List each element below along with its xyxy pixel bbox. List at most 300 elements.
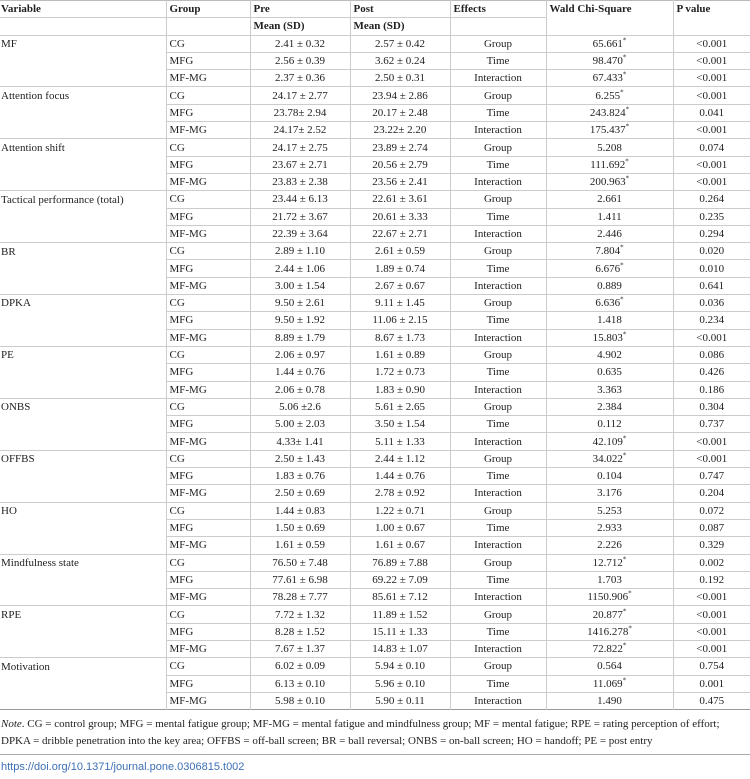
p-value-cell-text: 0.020 [699, 245, 725, 258]
p-value-cell-text: <0.001 [696, 591, 728, 604]
p-value-cell [673, 122, 750, 139]
table-row [0, 381, 750, 398]
wald-cell [546, 208, 673, 225]
p-value-cell-text: 0.074 [699, 141, 725, 154]
post-cell [350, 122, 450, 139]
variable-cell [0, 104, 166, 121]
post-cell-text: 22.67 ± 2.71 [372, 228, 428, 240]
post-cell [350, 589, 450, 606]
variable-cell-text: Attention focus [1, 89, 70, 102]
post-cell-text: 2.61 ± 0.59 [374, 245, 426, 258]
variable-cell [0, 571, 166, 588]
p-value-cell [673, 502, 750, 519]
pre-cell-text: 2.56 ± 0.39 [274, 55, 326, 68]
p-value-cell-text: <0.001 [696, 643, 728, 656]
pre-cell-text: 24.17 ± 2.75 [272, 141, 328, 154]
post-cell-text: 2.44 ± 1.12 [374, 452, 426, 465]
post-cell [350, 35, 450, 52]
significance-mark: * [622, 36, 627, 45]
p-value-cell-text: 0.002 [699, 556, 725, 569]
effect-cell-text: Time [486, 366, 510, 379]
group-cell-text: MFG [169, 158, 194, 171]
group-cell-text: MF-MG [169, 72, 207, 85]
p-value-cell [673, 35, 750, 52]
post-cell [350, 675, 450, 692]
doi-link[interactable]: https://doi.org/10.1371/journal.pone.0306815.t002 [1, 761, 245, 774]
variable-cell [0, 589, 166, 606]
p-value-cell-text: 0.001 [699, 677, 725, 690]
post-cell [350, 416, 450, 433]
group-cell-text: MF-MG [169, 487, 207, 500]
group-cell-text: CG [169, 297, 185, 310]
post-cell [350, 70, 450, 87]
effect-cell-text: Interaction [474, 383, 522, 396]
group-cell-text: MFG [169, 366, 194, 379]
effect-cell [450, 485, 546, 502]
wald-cell-text: 4.902 [597, 349, 622, 362]
wald-cell-text: 1.490 [597, 695, 622, 708]
group-cell [166, 589, 250, 606]
pre-cell-text: 2.06 ± 0.78 [274, 383, 326, 396]
significance-mark: * [622, 53, 627, 62]
p-value-cell-text: <0.001 [696, 435, 728, 448]
group-cell-text: MF-MG [169, 176, 207, 189]
wald-cell [546, 416, 673, 433]
wald-cell [546, 658, 673, 675]
post-cell-text: 1.00 ± 0.67 [374, 522, 426, 535]
variable-cell [0, 277, 166, 294]
pre-cell-text: 24.17± 2.52 [273, 124, 327, 137]
wald-cell-text: 1150.906 [587, 591, 629, 604]
p-value-cell [673, 468, 750, 485]
table-row [0, 554, 750, 571]
group-cell [166, 104, 250, 121]
pre-cell-text: 23.44 ± 6.13 [272, 193, 328, 206]
p-value-cell [673, 381, 750, 398]
wald-cell-text: 12.712 [592, 556, 623, 569]
post-cell [350, 433, 450, 450]
group-cell [166, 52, 250, 69]
p-value-cell [673, 398, 750, 415]
pre-cell [250, 416, 350, 433]
wald-cell-text: 111.692 [590, 158, 626, 171]
variable-cell-text: Motivation [1, 660, 50, 673]
p-value-cell [673, 640, 750, 657]
p-value-cell [673, 692, 750, 709]
group-cell [166, 156, 250, 173]
table-row [0, 277, 750, 294]
wald-cell-text: 67.433 [592, 72, 623, 85]
group-cell [166, 312, 250, 329]
post-cell [350, 502, 450, 519]
effect-cell-text: Interaction [474, 695, 522, 708]
variable-cell [0, 675, 166, 692]
p-value-cell-text: 0.426 [699, 366, 725, 379]
group-cell-text: MF-MG [169, 591, 207, 604]
wald-cell [546, 502, 673, 519]
group-cell [166, 381, 250, 398]
table-row [0, 329, 750, 346]
group-cell [166, 364, 250, 381]
group-cell-text: MF-MG [169, 228, 207, 240]
p-value-cell [673, 104, 750, 121]
wald-cell [546, 295, 673, 312]
wald-cell [546, 450, 673, 467]
pre-cell [250, 52, 350, 69]
p-value-cell-text: <0.001 [696, 124, 728, 137]
p-value-cell [673, 329, 750, 346]
variable-cell [0, 398, 166, 415]
p-value-cell [673, 675, 750, 692]
variable-cell [0, 416, 166, 433]
pre-cell [250, 485, 350, 502]
variable-cell [0, 623, 166, 640]
wald-cell-text: 5.253 [597, 504, 622, 517]
post-cell-text: 9.11 ± 1.45 [375, 297, 425, 310]
effect-cell-text: Group [483, 297, 513, 310]
pre-cell [250, 398, 350, 415]
group-cell [166, 277, 250, 294]
effect-cell [450, 623, 546, 640]
p-value-cell [673, 571, 750, 588]
significance-mark: * [620, 243, 624, 252]
table-row [0, 640, 750, 657]
pre-cell-text: 78.28 ± 7.77 [272, 591, 328, 604]
effect-cell [450, 208, 546, 225]
group-cell-text: CG [169, 400, 185, 413]
p-value-cell-text: 0.010 [699, 262, 725, 275]
effect-cell-text: Group [483, 245, 513, 258]
group-cell-text: MFG [169, 262, 194, 275]
wald-cell [546, 35, 673, 52]
post-cell [350, 191, 450, 208]
group-cell [166, 571, 250, 588]
group-cell [166, 658, 250, 675]
effect-cell-text: Interaction [474, 124, 522, 137]
variable-cell [0, 35, 166, 52]
variable-cell [0, 208, 166, 225]
table-row [0, 537, 750, 554]
pre-cell-text: 3.00 ± 1.54 [274, 279, 326, 292]
pre-cell-text: 1.50 ± 0.69 [274, 522, 326, 535]
variable-cell-text: Tactical performance (total) [1, 193, 124, 206]
post-cell [350, 398, 450, 415]
pre-cell [250, 122, 350, 139]
table-row [0, 70, 750, 87]
wald-cell-text: 6.636 [595, 297, 621, 310]
wald-cell [546, 554, 673, 571]
p-value-cell [673, 260, 750, 277]
post-cell [350, 381, 450, 398]
group-cell [166, 173, 250, 190]
effect-cell [450, 433, 546, 450]
group-cell-text: MF-MG [169, 695, 207, 708]
pre-cell-text: 4.33± 1.41 [276, 435, 324, 448]
group-cell-text: MF-MG [169, 124, 207, 137]
p-value-cell [673, 277, 750, 294]
group-cell-text: MFG [169, 418, 194, 431]
wald-cell-text: 5.208 [597, 141, 622, 154]
p-value-cell-text: <0.001 [696, 158, 728, 171]
pre-cell [250, 571, 350, 588]
table-row [0, 312, 750, 329]
wald-cell [546, 312, 673, 329]
pre-cell-text: 2.06 ± 0.97 [274, 349, 326, 362]
variable-cell [0, 537, 166, 554]
variable-cell [0, 122, 166, 139]
p-value-cell [673, 295, 750, 312]
table-row [0, 104, 750, 121]
pre-cell [250, 606, 350, 623]
wald-cell [546, 675, 673, 692]
post-cell [350, 606, 450, 623]
post-cell-text: 1.22 ± 0.71 [374, 504, 426, 517]
header-row [0, 1, 750, 18]
pre-cell [250, 104, 350, 121]
group-cell [166, 122, 250, 139]
table-row [0, 692, 750, 709]
p-value-cell [673, 416, 750, 433]
wald-cell [546, 139, 673, 156]
table-row [0, 623, 750, 640]
wald-cell-text: 2.446 [597, 228, 622, 240]
post-cell [350, 295, 450, 312]
wald-cell [546, 191, 673, 208]
table-row [0, 450, 750, 467]
pre-cell-text: 22.39 ± 3.64 [272, 228, 328, 240]
table-row [0, 571, 750, 588]
p-value-cell [673, 156, 750, 173]
p-value-cell [673, 606, 750, 623]
table-row [0, 658, 750, 675]
post-cell-text: 3.50 ± 1.54 [374, 418, 426, 431]
effect-cell-text: Time [486, 573, 510, 586]
effect-cell [450, 260, 546, 277]
post-cell-text: 1.89 ± 0.74 [374, 262, 426, 275]
p-value-cell-text: 0.329 [699, 539, 725, 552]
effect-cell-text: Group [483, 400, 513, 413]
post-cell [350, 658, 450, 675]
pre-cell-text: 21.72 ± 3.67 [272, 210, 328, 223]
significance-mark: * [622, 70, 627, 79]
pre-cell-text: 7.72 ± 1.32 [274, 608, 326, 621]
table-row [0, 52, 750, 69]
significance-mark: * [625, 174, 630, 183]
table-row [0, 173, 750, 190]
group-cell-text: MFG [169, 573, 194, 586]
group-cell-text: MF-MG [169, 331, 207, 344]
variable-cell [0, 468, 166, 485]
variable-cell [0, 606, 166, 623]
pre-cell [250, 450, 350, 467]
p-value-cell-text: 0.264 [699, 193, 725, 206]
wald-cell [546, 485, 673, 502]
group-cell [166, 502, 250, 519]
post-cell [350, 277, 450, 294]
wald-cell [546, 87, 673, 104]
group-cell-text: CG [169, 141, 185, 154]
table-row [0, 502, 750, 519]
p-value-cell [673, 450, 750, 467]
wald-cell-text: 11.069 [592, 677, 623, 690]
variable-cell [0, 87, 166, 104]
wald-cell-text: 6.676 [595, 262, 621, 275]
pre-cell-text: 2.50 ± 1.43 [274, 452, 326, 465]
p-value-cell [673, 70, 750, 87]
effect-cell-text: Interaction [474, 643, 522, 656]
effect-cell [450, 468, 546, 485]
note-label: Note [1, 718, 22, 731]
significance-mark: * [622, 451, 627, 460]
post-cell [350, 329, 450, 346]
variable-cell [0, 364, 166, 381]
wald-cell [546, 277, 673, 294]
group-cell [166, 70, 250, 87]
group-cell [166, 468, 250, 485]
wald-cell [546, 468, 673, 485]
effect-cell-text: Interaction [474, 591, 522, 604]
subheader-empty [0, 18, 166, 35]
effect-cell-text: Time [486, 158, 510, 171]
table-row [0, 156, 750, 173]
pre-cell [250, 537, 350, 554]
variable-cell [0, 70, 166, 87]
table-row [0, 589, 750, 606]
effect-cell [450, 589, 546, 606]
p-value-cell [673, 191, 750, 208]
pre-cell [250, 139, 350, 156]
post-cell-text: 20.56 ± 2.79 [372, 158, 428, 171]
post-cell [350, 450, 450, 467]
wald-cell [546, 571, 673, 588]
table-note [0, 716, 750, 755]
variable-cell [0, 260, 166, 277]
effect-cell [450, 295, 546, 312]
group-cell-text: CG [169, 556, 185, 569]
significance-mark: * [628, 624, 632, 633]
effect-cell-text: Interaction [474, 176, 522, 189]
post-cell-text: 1.72 ± 0.73 [374, 366, 426, 379]
p-value-cell [673, 87, 750, 104]
significance-mark: * [625, 122, 630, 131]
wald-cell-text: 6.255 [595, 89, 621, 102]
significance-mark: * [625, 105, 630, 114]
pre-cell-text: 8.28 ± 1.52 [274, 625, 326, 638]
variable-cell [0, 346, 166, 363]
post-cell-text: 5.96 ± 0.10 [374, 677, 426, 690]
group-cell [166, 416, 250, 433]
pre-cell [250, 502, 350, 519]
group-cell-text: MFG [169, 106, 194, 119]
table-row [0, 225, 750, 242]
subheader-post: Mean (SD) [350, 18, 450, 35]
effect-cell [450, 70, 546, 87]
table-row [0, 364, 750, 381]
wald-cell-text: 0.564 [597, 660, 622, 673]
pre-cell [250, 554, 350, 571]
post-cell-text: 11.89 ± 1.52 [372, 608, 428, 621]
effect-cell-text: Time [486, 210, 510, 223]
post-cell-text: 2.78 ± 0.92 [374, 487, 426, 500]
pre-cell-text: 7.67 ± 1.37 [274, 643, 326, 656]
group-cell-text: MFG [169, 522, 194, 535]
pre-cell-text: 23.67 ± 2.71 [272, 158, 328, 171]
group-cell [166, 640, 250, 657]
wald-cell-text: 2.933 [597, 522, 622, 535]
effect-cell-text: Interaction [474, 331, 522, 344]
header-group: Group [166, 1, 250, 18]
effect-cell [450, 381, 546, 398]
variable-cell [0, 519, 166, 536]
post-cell [350, 87, 450, 104]
effect-cell [450, 191, 546, 208]
variable-cell [0, 139, 166, 156]
post-cell [350, 173, 450, 190]
effect-cell-text: Group [483, 608, 513, 621]
post-cell-text: 20.61 ± 3.33 [372, 210, 428, 223]
pre-cell-text: 23.83 ± 2.38 [272, 176, 328, 189]
pre-cell [250, 329, 350, 346]
p-value-cell [673, 364, 750, 381]
post-cell [350, 208, 450, 225]
group-cell-text: MF-MG [169, 643, 207, 656]
effect-cell [450, 277, 546, 294]
effect-cell-text: Group [483, 452, 513, 465]
effect-cell [450, 675, 546, 692]
post-cell-text: 5.11 ± 1.33 [375, 435, 425, 448]
header-wald: Wald Chi-Square [546, 1, 673, 36]
note-text: . CG = control group; MFG = mental fatigue group; MF-MG = mental fatigue and mindfulness group; MF = mental fatigue; RPE = rating perception of effort; DPKA = dribble penetration into the key area; OFFBS = off-ball screen; BR = ball reversal; ONBS = on-ball screen; HO = handoff; PE = post entry [1, 718, 720, 748]
post-cell [350, 260, 450, 277]
group-cell-text: CG [169, 349, 185, 362]
wald-cell-text: 175.437 [589, 124, 626, 137]
post-cell [350, 571, 450, 588]
pre-cell [250, 589, 350, 606]
effect-cell [450, 692, 546, 709]
table-body [0, 35, 750, 710]
variable-cell [0, 191, 166, 208]
wald-cell-text: 1.418 [597, 314, 622, 327]
post-cell-text: 5.90 ± 0.11 [375, 695, 425, 708]
group-cell-text: CG [169, 245, 185, 258]
pre-cell [250, 433, 350, 450]
variable-cell [0, 173, 166, 190]
wald-cell-text: 0.889 [597, 279, 622, 292]
post-cell-text: 22.61 ± 3.61 [372, 193, 428, 206]
pre-cell [250, 640, 350, 657]
post-cell-text: 23.94 ± 2.86 [372, 89, 428, 102]
group-cell [166, 554, 250, 571]
post-cell-text: 14.83 ± 1.07 [372, 643, 428, 656]
significance-mark: * [620, 260, 624, 269]
pre-cell-text: 5.06 ±2.6 [279, 400, 321, 413]
wald-cell-text: 200.963 [589, 176, 626, 189]
wald-cell-text: 3.176 [597, 487, 622, 500]
post-cell [350, 346, 450, 363]
header-effects: Effects [450, 1, 546, 18]
effect-cell [450, 52, 546, 69]
wald-cell-text: 2.384 [597, 400, 622, 413]
post-cell-text: 2.50 ± 0.31 [374, 72, 426, 85]
variable-cell [0, 52, 166, 69]
variable-cell-text: MF [1, 37, 17, 50]
effect-cell [450, 450, 546, 467]
effect-cell [450, 416, 546, 433]
p-value-cell-text: <0.001 [696, 55, 728, 68]
wald-cell [546, 364, 673, 381]
effect-cell-text: Time [486, 55, 510, 68]
p-value-cell [673, 225, 750, 242]
